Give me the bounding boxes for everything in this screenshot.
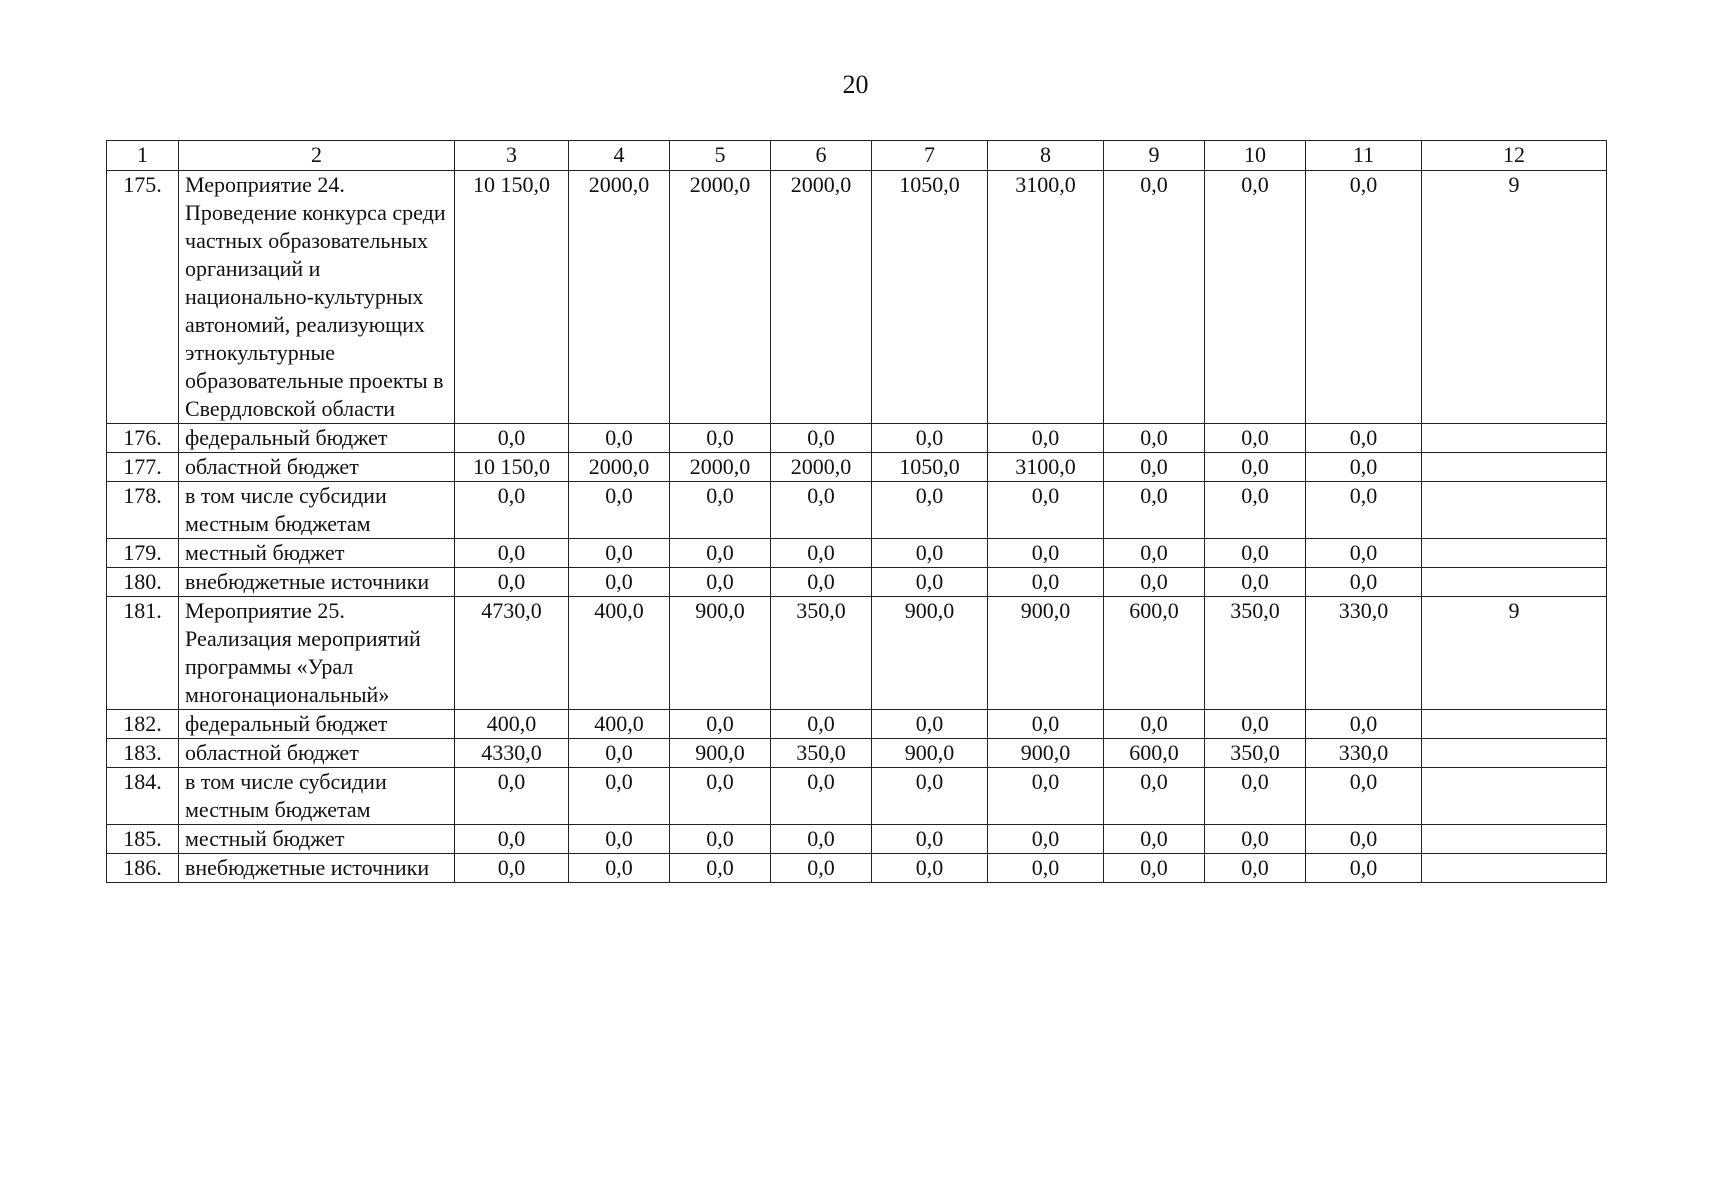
cell-value: 0,0 <box>988 768 1104 825</box>
cell-value: 0,0 <box>670 482 771 539</box>
cell-value: 900,0 <box>670 597 771 710</box>
cell-value: 0,0 <box>1104 825 1205 854</box>
row-number: 180. <box>107 568 179 597</box>
cell-value: 0,0 <box>455 568 569 597</box>
cell-value: 1050,0 <box>872 171 988 424</box>
cell-value: 0,0 <box>670 854 771 883</box>
cell-value: 0,0 <box>988 424 1104 453</box>
table-row <box>107 482 1607 539</box>
column-header: 6 <box>771 141 872 171</box>
cell-value <box>1422 568 1607 597</box>
cell-value: 0,0 <box>872 710 988 739</box>
cell-value: 0,0 <box>1205 171 1306 424</box>
row-number: 175. <box>107 171 179 424</box>
cell-value: 0,0 <box>569 854 670 883</box>
cell-value: 0,0 <box>1306 568 1422 597</box>
cell-value: 0,0 <box>1205 768 1306 825</box>
row-name: внебюджетные источники <box>179 568 455 597</box>
cell-value: 0,0 <box>988 482 1104 539</box>
cell-value: 0,0 <box>1306 768 1422 825</box>
cell-value: 0,0 <box>872 539 988 568</box>
cell-value: 0,0 <box>872 854 988 883</box>
row-number: 179. <box>107 539 179 568</box>
cell-value: 4330,0 <box>455 739 569 768</box>
cell-value <box>1422 768 1607 825</box>
row-number: 182. <box>107 710 179 739</box>
cell-value: 0,0 <box>988 825 1104 854</box>
cell-value: 0,0 <box>1205 424 1306 453</box>
table-body <box>107 171 1607 883</box>
cell-value: 10 150,0 <box>455 453 569 482</box>
cell-value: 0,0 <box>670 568 771 597</box>
cell-value: 0,0 <box>455 825 569 854</box>
cell-value: 2000,0 <box>670 171 771 424</box>
cell-value: 4730,0 <box>455 597 569 710</box>
cell-value: 900,0 <box>988 597 1104 710</box>
cell-value: 900,0 <box>988 739 1104 768</box>
cell-value: 0,0 <box>1306 539 1422 568</box>
cell-value: 0,0 <box>872 568 988 597</box>
cell-value: 0,0 <box>1205 568 1306 597</box>
row-name: местный бюджет <box>179 825 455 854</box>
cell-value: 9 <box>1422 171 1607 424</box>
table-row <box>107 568 1607 597</box>
cell-value: 0,0 <box>872 424 988 453</box>
cell-value: 0,0 <box>771 539 872 568</box>
cell-value: 0,0 <box>771 768 872 825</box>
cell-value: 0,0 <box>1104 453 1205 482</box>
cell-value: 0,0 <box>455 539 569 568</box>
cell-value: 2000,0 <box>771 453 872 482</box>
column-header: 9 <box>1104 141 1205 171</box>
cell-value: 0,0 <box>670 539 771 568</box>
cell-value: 1050,0 <box>872 453 988 482</box>
table-row <box>107 768 1607 825</box>
cell-value: 0,0 <box>455 768 569 825</box>
cell-value: 0,0 <box>569 739 670 768</box>
cell-value: 0,0 <box>569 568 670 597</box>
row-name: областной бюджет <box>179 739 455 768</box>
cell-value: 0,0 <box>1306 710 1422 739</box>
cell-value: 0,0 <box>872 768 988 825</box>
cell-value: 9 <box>1422 597 1607 710</box>
cell-value: 0,0 <box>1104 768 1205 825</box>
row-number: 176. <box>107 424 179 453</box>
cell-value: 0,0 <box>670 768 771 825</box>
table-row <box>107 171 1607 424</box>
cell-value: 3100,0 <box>988 453 1104 482</box>
column-header: 11 <box>1306 141 1422 171</box>
cell-value: 600,0 <box>1104 597 1205 710</box>
row-number: 186. <box>107 854 179 883</box>
cell-value: 0,0 <box>1306 854 1422 883</box>
row-number: 185. <box>107 825 179 854</box>
column-header: 10 <box>1205 141 1306 171</box>
cell-value: 350,0 <box>1205 739 1306 768</box>
cell-value <box>1422 453 1607 482</box>
cell-value: 330,0 <box>1306 739 1422 768</box>
cell-value <box>1422 482 1607 539</box>
row-name: федеральный бюджет <box>179 424 455 453</box>
cell-value: 400,0 <box>569 710 670 739</box>
cell-value: 2000,0 <box>569 453 670 482</box>
cell-value: 0,0 <box>1306 424 1422 453</box>
cell-value: 0,0 <box>872 482 988 539</box>
row-number: 183. <box>107 739 179 768</box>
cell-value: 0,0 <box>455 424 569 453</box>
cell-value: 0,0 <box>1104 854 1205 883</box>
cell-value: 10 150,0 <box>455 171 569 424</box>
cell-value: 0,0 <box>670 710 771 739</box>
row-number: 178. <box>107 482 179 539</box>
cell-value: 0,0 <box>1104 424 1205 453</box>
cell-value: 0,0 <box>1104 539 1205 568</box>
cell-value: 900,0 <box>872 739 988 768</box>
cell-value <box>1422 739 1607 768</box>
column-header: 1 <box>107 141 179 171</box>
column-header: 4 <box>569 141 670 171</box>
cell-value: 0,0 <box>988 539 1104 568</box>
table-row <box>107 710 1607 739</box>
row-name: местный бюджет <box>179 539 455 568</box>
row-number: 177. <box>107 453 179 482</box>
row-name: Мероприятие 25. Реализация мероприятий программы «Урал многонациональный» <box>179 597 455 710</box>
cell-value: 3100,0 <box>988 171 1104 424</box>
cell-value: 0,0 <box>569 482 670 539</box>
cell-value: 0,0 <box>1205 539 1306 568</box>
cell-value: 0,0 <box>988 568 1104 597</box>
cell-value: 0,0 <box>988 710 1104 739</box>
cell-value: 0,0 <box>1306 482 1422 539</box>
page-number: 20 <box>842 70 869 99</box>
column-number-row <box>107 141 1607 171</box>
cell-value: 0,0 <box>771 482 872 539</box>
cell-value <box>1422 710 1607 739</box>
cell-value: 0,0 <box>771 424 872 453</box>
cell-value: 0,0 <box>1205 482 1306 539</box>
table-row <box>107 424 1607 453</box>
cell-value: 2000,0 <box>670 453 771 482</box>
cell-value: 0,0 <box>670 825 771 854</box>
cell-value: 0,0 <box>988 854 1104 883</box>
cell-value: 0,0 <box>1104 568 1205 597</box>
cell-value: 0,0 <box>771 710 872 739</box>
cell-value: 0,0 <box>455 482 569 539</box>
cell-value: 0,0 <box>1306 825 1422 854</box>
column-header: 3 <box>455 141 569 171</box>
table-row <box>107 739 1607 768</box>
cell-value: 900,0 <box>670 739 771 768</box>
cell-value: 350,0 <box>771 597 872 710</box>
cell-value: 0,0 <box>1104 482 1205 539</box>
table-row <box>107 539 1607 568</box>
table-row <box>107 854 1607 883</box>
cell-value: 0,0 <box>771 825 872 854</box>
row-name: внебюджетные источники <box>179 854 455 883</box>
table-row <box>107 825 1607 854</box>
cell-value: 600,0 <box>1104 739 1205 768</box>
column-header: 5 <box>670 141 771 171</box>
cell-value: 0,0 <box>569 424 670 453</box>
cell-value <box>1422 825 1607 854</box>
row-name: в том числе субсидии местным бюджетам <box>179 768 455 825</box>
row-name: в том числе субсидии местным бюджетам <box>179 482 455 539</box>
row-name: областной бюджет <box>179 453 455 482</box>
cell-value: 0,0 <box>1104 710 1205 739</box>
table-row <box>107 597 1607 710</box>
table-row <box>107 453 1607 482</box>
row-number: 184. <box>107 768 179 825</box>
cell-value: 2000,0 <box>771 171 872 424</box>
cell-value: 400,0 <box>455 710 569 739</box>
row-name: федеральный бюджет <box>179 710 455 739</box>
cell-value: 2000,0 <box>569 171 670 424</box>
cell-value: 350,0 <box>1205 597 1306 710</box>
row-number: 181. <box>107 597 179 710</box>
row-name: Мероприятие 24. Проведение конкурса среди частных образовательных организаций и национально-культурных автономий, реализующих этнокультурные образовательные проекты в Свердловской области <box>179 171 455 424</box>
cell-value: 0,0 <box>1205 453 1306 482</box>
cell-value: 0,0 <box>771 568 872 597</box>
cell-value: 0,0 <box>1205 825 1306 854</box>
column-header: 12 <box>1422 141 1607 171</box>
cell-value: 0,0 <box>1104 171 1205 424</box>
budget-table <box>106 140 1607 883</box>
cell-value <box>1422 854 1607 883</box>
cell-value: 0,0 <box>455 854 569 883</box>
column-header: 7 <box>872 141 988 171</box>
column-header: 8 <box>988 141 1104 171</box>
cell-value: 0,0 <box>670 424 771 453</box>
cell-value: 350,0 <box>771 739 872 768</box>
cell-value <box>1422 539 1607 568</box>
cell-value: 0,0 <box>872 825 988 854</box>
cell-value: 0,0 <box>569 539 670 568</box>
cell-value: 0,0 <box>569 825 670 854</box>
cell-value: 0,0 <box>1205 854 1306 883</box>
cell-value: 0,0 <box>1306 171 1422 424</box>
cell-value: 0,0 <box>569 768 670 825</box>
cell-value: 330,0 <box>1306 597 1422 710</box>
column-header: 2 <box>179 141 455 171</box>
cell-value: 0,0 <box>771 854 872 883</box>
cell-value: 0,0 <box>1306 453 1422 482</box>
cell-value: 400,0 <box>569 597 670 710</box>
cell-value <box>1422 424 1607 453</box>
cell-value: 0,0 <box>1205 710 1306 739</box>
cell-value: 900,0 <box>872 597 988 710</box>
